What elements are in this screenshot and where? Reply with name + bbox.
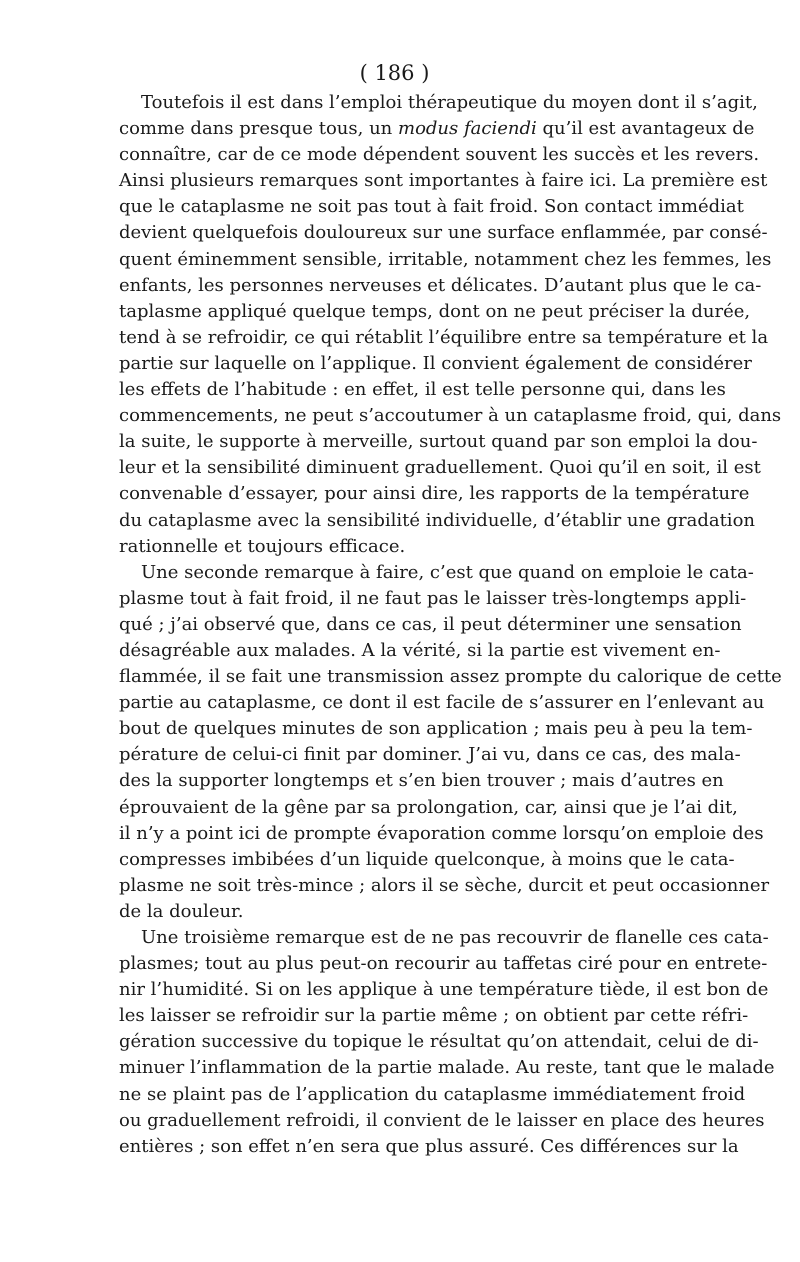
paragraph <box>119 560 782 925</box>
text-line <box>119 1029 759 1055</box>
text-line <box>119 247 772 273</box>
paragraph <box>119 925 775 1160</box>
text-line <box>119 534 670 560</box>
text-line <box>119 873 770 899</box>
text-segment: convenable d’essayer, pour ainsi dire, les rapports de la température <box>119 483 750 505</box>
text-line <box>119 951 768 977</box>
text-segment: gération successive du topique le résultat qu’on attendait, celui de di- <box>119 1031 759 1053</box>
body-text <box>119 90 782 1160</box>
text-line <box>119 455 761 481</box>
text-segment: de la douleur. <box>119 900 244 922</box>
text-segment: désagréable aux malades. A la vérité, si la partie est vivement en- <box>119 639 721 661</box>
text-segment: qu’il est avantageux de <box>536 118 755 140</box>
text-line <box>119 90 758 116</box>
text-segment: entières ; son effet n’en sera que plus assuré. Ces différences sur la <box>119 1135 739 1157</box>
text-segment: ou graduellement refroidi, il convient de le laisser en place des heures <box>119 1109 765 1131</box>
text-line <box>119 273 762 299</box>
text-segment: du cataplasme avec la sensibilité individuelle, d’établir une gradation <box>119 509 755 531</box>
text-line <box>119 299 751 325</box>
text-segment: flammée, il se fait une transmission assez prompte du calorique de cette <box>119 666 782 688</box>
text-segment: partie sur laquelle on l’applique. Il convient également de considérer <box>119 352 752 374</box>
text-segment: que le cataplasme ne soit pas tout à fait froid. Son contact immédiat <box>119 196 744 218</box>
text-segment: plasme ne soit très-mince ; alors il se sèche, durcit et peut occasionner <box>119 874 770 896</box>
text-segment: Toutefois il est dans l’emploi thérapeutique du moyen dont il s’agit, <box>141 92 758 113</box>
text-line <box>119 742 741 768</box>
text-segment: les laisser se refroidir sur la partie même ; on obtient par cette réfri- <box>119 1005 749 1027</box>
text-line <box>119 977 769 1003</box>
text-segment: leur et la sensibilité diminuent graduellement. Quoi qu’il en soit, il est <box>119 457 761 479</box>
text-line <box>119 351 752 377</box>
text-segment: bout de quelques minutes de son application ; mais peu à peu la tem- <box>119 718 753 740</box>
text-segment: Une troisième remarque est de ne pas recouvrir de flanelle ces cata- <box>141 927 769 948</box>
text-line <box>119 194 744 220</box>
text-segment: éprouvaient de la gêne par sa prolongation, car, ainsi que je l’ai dit, <box>119 796 738 818</box>
text-segment: tend à se refroidir, ce qui rétablit l’équilibre entre sa température et la <box>119 326 769 348</box>
text-line <box>119 795 738 821</box>
text-segment: ne se plaint pas de l’application du cataplasme immédiatement froid <box>119 1083 746 1105</box>
text-line <box>119 403 782 429</box>
text-segment: nir l’humidité. Si on les applique à une température tiède, il est bon de <box>119 979 769 1001</box>
text-line <box>119 716 753 742</box>
book-page <box>119 56 782 1160</box>
text-line <box>119 220 768 246</box>
text-line <box>119 847 735 873</box>
text-line <box>119 508 755 534</box>
text-segment: la suite, le supporte à merveille, surtout quand par son emploi la dou- <box>119 431 758 453</box>
text-segment: partie au cataplasme, ce dont il est facile de s’assurer en l’enlevant au <box>119 692 765 714</box>
text-line <box>119 142 760 168</box>
text-line <box>119 1108 765 1134</box>
text-line <box>119 612 742 638</box>
paragraph <box>119 90 782 560</box>
text-segment: les effets de l’habitude : en effet, il est telle personne qui, dans les <box>119 379 726 401</box>
text-line <box>119 1003 749 1029</box>
text-segment: plasme tout à fait froid, il ne faut pas le laisser très-longtemps appli- <box>119 587 747 609</box>
text-line <box>119 377 726 403</box>
text-segment: compresses imbibées d’un liquide quelconque, à moins que le cata- <box>119 848 735 870</box>
text-line <box>119 899 670 925</box>
text-line <box>119 116 755 142</box>
text-segment: il n’y a point ici de prompte évaporation comme lorsqu’on emploie des <box>119 822 764 844</box>
text-line <box>119 1055 775 1081</box>
text-line <box>119 664 782 690</box>
text-line <box>119 586 747 612</box>
text-line <box>119 638 721 664</box>
text-line <box>119 925 769 951</box>
text-line <box>119 429 758 455</box>
text-segment: Ainsi plusieurs remarques sont importantes à faire ici. La première est <box>119 170 768 192</box>
text-line <box>119 325 769 351</box>
text-line <box>119 768 724 794</box>
text-segment: rationnelle et toujours efficace. <box>119 535 406 557</box>
text-segment: connaître, car de ce mode dépendent souvent les succès et les revers. <box>119 144 760 166</box>
text-segment: quent éminemment sensible, irritable, notamment chez les femmes, les <box>119 248 772 270</box>
text-segment: des la supporter longtemps et s’en bien trouver ; mais d’autres en <box>119 770 724 792</box>
italic-phrase: modus faciendi <box>398 118 537 140</box>
text-line <box>119 560 754 586</box>
text-segment: qué ; j’ai observé que, dans ce cas, il peut déterminer une sensation <box>119 613 742 635</box>
text-segment: minuer l’inflammation de la partie malade. Au reste, tant que le malade <box>119 1057 775 1079</box>
text-segment: pérature de celui-ci finit par dominer. J’ai vu, dans ce cas, des mala- <box>119 744 741 766</box>
text-line <box>119 821 764 847</box>
page-number: ( 186 ) <box>359 61 430 85</box>
text-segment: plasmes; tout au plus peut-on recourir au taffetas ciré pour en entrete- <box>119 953 768 975</box>
text-segment: devient quelquefois douloureux sur une surface enflammée, par consé- <box>119 222 768 244</box>
text-segment: commencements, ne peut s’accoutumer à un cataplasme froid, qui, dans <box>119 405 782 427</box>
text-line <box>119 690 765 716</box>
text-line <box>119 1134 739 1160</box>
text-line <box>119 481 750 507</box>
text-line <box>119 168 768 194</box>
text-segment: taplasme appliqué quelque temps, dont on ne peut préciser la durée, <box>119 300 751 322</box>
text-segment: Une seconde remarque à faire, c’est que quand on emploie le cata- <box>141 561 754 583</box>
text-segment: enfants, les personnes nerveuses et délicates. D’autant plus que le ca- <box>119 274 762 296</box>
text-line <box>119 1082 746 1108</box>
text-segment: comme dans presque tous, un <box>119 118 398 140</box>
